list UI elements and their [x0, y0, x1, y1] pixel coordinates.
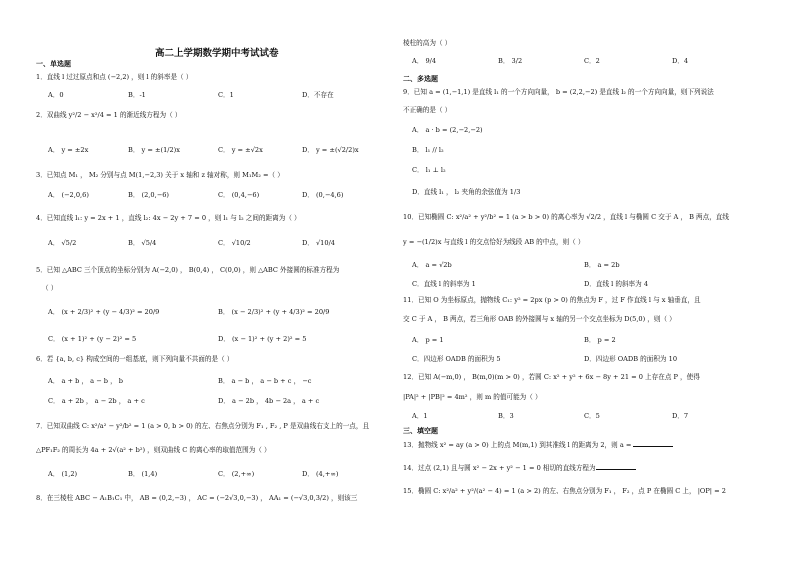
question-line [36, 111, 181, 119]
line-text: B． a = 2b [584, 261, 620, 269]
line-text: A． a + b ， a − b ， b [48, 377, 123, 385]
line-text: B． p = 2 [584, 336, 616, 344]
line-text: 15．椭圆 C: x²/a² + y²/(a² − 4) = 1 (a > 2) 的左、右焦点分别为 F₁ ， F₂ ，点 P 在椭圆 C 上， |OP| = 2 [403, 487, 726, 495]
question-line [218, 91, 234, 99]
line-text: A． (1,2) [48, 470, 78, 478]
line-text: B． 3/2 [498, 57, 523, 65]
question-line [584, 355, 677, 363]
question-line [218, 335, 306, 343]
question-line [42, 284, 57, 292]
question-line [403, 463, 636, 472]
line-text: A． (−2,0,6) [48, 191, 89, 199]
line-text: A．0 [48, 91, 64, 99]
line-text: D． (x − 1)² + (y + 2)² = 5 [218, 335, 307, 343]
question-line [403, 440, 673, 449]
question-line [403, 373, 700, 381]
question-line [412, 57, 436, 65]
line-text: 11．已知 O 为坐标原点，抛物线 C₁: y² = 2px (p > 0) 的焦点为 F ，过 F 作直线 l 与 x 轴垂直，且 [403, 296, 701, 304]
question-line [584, 412, 600, 420]
question-line [412, 166, 446, 174]
question-line [36, 422, 369, 430]
question-line [584, 280, 648, 288]
question-line [403, 213, 729, 221]
line-text: B． y = ±(1/2)x [128, 146, 180, 154]
line-text: （ ） [42, 284, 58, 292]
line-text: A．1 [412, 412, 428, 420]
line-text: C． (x + 1)² + (y − 2)² = 5 [48, 335, 137, 343]
answer-blank[interactable] [596, 463, 636, 470]
line-text: B． l₁ // l₂ [412, 146, 444, 154]
question-line [412, 412, 428, 420]
question-line [48, 377, 123, 385]
line-text: C． (0,4,−6) [218, 191, 260, 199]
line-text: 13．抛物线 x² = ay (a > 0) 上的点 M(m,1) 到其准线 l 的距离为 2，则 a = [403, 441, 634, 449]
line-text: B． (x − 2/3)² + (y + 4/3)² = 20/9 [218, 308, 330, 316]
question-line [302, 191, 343, 199]
question-line [48, 91, 64, 99]
line-text: C．2 [584, 57, 600, 65]
question-line [412, 355, 501, 363]
line-text: D．4 [672, 57, 689, 65]
question-line [218, 377, 311, 385]
line-text: 10．已知椭圆 C: x²/a² + y²/b² = 1 (a > b > 0) 的离心率为 √2/2 ，直线 l 与椭圆 C 交于 A ， B 两点，直线 [403, 213, 729, 221]
question-line [672, 57, 688, 65]
line-text: 交 C 于 A ， B 两点，若三角形 OAB 的外接圆与 x 轴的另一个交点坐标为 D(5,0) ，则（ ） [403, 315, 676, 323]
line-text: A． y = ±2x [48, 146, 89, 154]
section-heading [36, 59, 71, 69]
line-text: D． y = ±(√2/2)x [302, 146, 359, 154]
question-line [302, 470, 338, 478]
question-line [48, 308, 159, 316]
question-line [302, 91, 334, 99]
line-text: 1．直线 l 过过原点和点 (−2,2) ，则 l 的斜率是（ ） [36, 73, 193, 81]
line-text: A． a = √2b [412, 261, 452, 269]
question-line [584, 336, 616, 344]
question-line [218, 191, 259, 199]
question-line [48, 335, 136, 343]
line-text: B． √5/4 [128, 239, 157, 247]
question-line [403, 88, 714, 96]
question-line [36, 214, 301, 222]
question-line [584, 261, 620, 269]
answer-blank[interactable] [633, 440, 673, 447]
line-text: A． a · b = (2,−2,−2) [412, 126, 483, 134]
question-line [48, 146, 88, 154]
line-text: C． (2,+∞) [218, 470, 255, 478]
line-text: 二、多选题 [403, 75, 438, 83]
line-text: 一、单选题 [36, 60, 71, 68]
line-text: 12．已知 A(−m,0) ， B(m,0)(m > 0) ，若圆 C: x² + y² + 6x − 8y + 21 = 0 上存在点 P ，使得 [403, 373, 700, 381]
line-text: D． (0,−4,6) [302, 191, 344, 199]
line-text: B． (2,0,−6) [128, 191, 169, 199]
question-line [36, 73, 192, 81]
line-text: 14．过点 (2,1) 且与圆 x² − 2x + y² − 1 = 0 相切的直线方程为 [403, 464, 596, 472]
question-line [48, 397, 145, 405]
line-text: D．不存在 [302, 91, 334, 99]
question-line [403, 393, 542, 401]
question-line [412, 188, 520, 196]
line-text: 9．已知 a = (1,−1,1) 是直线 l₁ 的一个方向向量， b = (2,2,−2) 是直线 l₂ 的一个方向向量，则下列说法 [403, 88, 714, 96]
line-text: D． √10/4 [302, 239, 335, 247]
question-line [403, 487, 726, 495]
line-text: D．四边形 OADB 的面积为 10 [584, 355, 678, 363]
question-line [584, 57, 600, 65]
question-line [498, 57, 522, 65]
line-text: 8．在三棱柱 ABC − A₁B₁C₁ 中， AB = (0,2,−3) ， AC = (−2√3,0,−3) ， AA₁ = (−√3,0,3/2) ，则该三 [36, 494, 358, 502]
question-line [412, 146, 444, 154]
line-text: C．直线 l 的斜率为 1 [412, 280, 476, 288]
line-text: 棱柱的高为（ ） [403, 39, 452, 47]
line-text: 三、填空题 [403, 427, 438, 435]
question-line [36, 355, 233, 363]
question-line [218, 470, 254, 478]
line-text: 2．双曲线 y²/2 − x²/4 = 1 的渐近线方程为（ ） [36, 111, 182, 119]
question-line [412, 336, 444, 344]
line-text: 不正确的是（ ） [403, 106, 452, 114]
line-text: B．3 [498, 412, 514, 420]
question-line [412, 280, 476, 288]
line-text: C．5 [584, 412, 600, 420]
line-text: C．四边形 OADB 的面积为 5 [412, 355, 501, 363]
question-line [128, 191, 169, 199]
section-heading [403, 426, 438, 436]
line-text: C． a + 2b ， a − 2b ， a + c [48, 397, 145, 405]
question-line [218, 308, 329, 316]
line-text: △PF₁F₂ 的周长为 4a + 2√(a² + b²) ，则双曲线 C 的离心率的取值范围为（ ） [36, 446, 271, 454]
line-text: A． 9/4 [412, 57, 437, 65]
question-line [128, 239, 156, 247]
line-text: 3．已知点 M₁ ， M₂ 分别与点 M(1,−2,3) 关于 x 轴和 z 轴对称，则 M₁M₂ =（ ） [36, 171, 284, 179]
question-line [403, 106, 451, 114]
question-line [128, 91, 146, 99]
question-line [48, 191, 89, 199]
question-line [403, 315, 676, 323]
question-line [36, 266, 339, 274]
line-text: B．-1 [128, 91, 146, 99]
line-text: D． (4,+∞) [302, 470, 339, 478]
question-line [302, 146, 359, 154]
question-line [128, 470, 157, 478]
line-text: 4．已知直线 l₁: y = 2x + 1 ，直线 l₂: 4x − 2y + 7 = 0 ，则 l₁ 与 l₂ 之间的距离为（ ） [36, 214, 301, 222]
line-text: 6．若 {a, b, c} 构成空间的一组基底，则下列向量不共面的是（ ） [36, 355, 234, 363]
line-text: A． p = 1 [412, 336, 444, 344]
line-text: 5．已知 △ABC 三个顶点的坐标分别为 A(−2,0) ， B(0,4) ， C(0,0) ，则 △ABC 外接圆的标准方程为 [36, 266, 340, 274]
question-line [48, 239, 76, 247]
question-line [36, 171, 284, 179]
line-text: D．7 [672, 412, 689, 420]
question-line [218, 239, 251, 247]
line-text: B． (1,4) [128, 470, 158, 478]
section-heading [403, 74, 438, 84]
line-text: 7．已知双曲线 C: x²/a² − y²/b² = 1 (a > 0, b > 0) 的左、右焦点分别为 F₁ , F₂ , P 是双曲线右支上的一点，且 [36, 422, 370, 430]
line-text: D．直线 l₁ ， l₂ 夹角的余弦值为 1/3 [412, 188, 521, 196]
question-line [48, 470, 77, 478]
line-text: D． a − 2b ， 4b − 2a ， a + c [218, 397, 320, 405]
question-line [128, 146, 180, 154]
line-text: |PA|² + |PB|² = 4m² ，则 m 的值可能为（ ） [403, 393, 542, 401]
line-text: C． l₁ ⊥ l₂ [412, 166, 446, 174]
line-text: B． a − b ， a − b + c ， −c [218, 377, 312, 385]
question-line [218, 146, 263, 154]
line-text: A． (x + 2/3)² + (y − 4/3)² = 20/9 [48, 308, 160, 316]
question-line [403, 238, 584, 246]
page-title: 高二上学期数学期中考试试卷 [155, 48, 279, 59]
question-line [403, 296, 701, 304]
question-line [412, 126, 483, 134]
line-text: C． √10/2 [218, 239, 251, 247]
line-text: D．直线 l 的斜率为 4 [584, 280, 649, 288]
question-line [403, 39, 451, 47]
line-text: C．1 [218, 91, 234, 99]
line-text: A． √5/2 [48, 239, 77, 247]
question-line [412, 261, 452, 269]
question-line [302, 239, 335, 247]
question-line [218, 397, 319, 405]
question-line [672, 412, 688, 420]
line-text: y = −(1/2)x 与直线 l 的交点恰好为线段 AB 的中点，则（ ） [403, 238, 585, 246]
line-text: C． y = ±√2x [218, 146, 263, 154]
question-line [498, 412, 514, 420]
question-line [36, 494, 357, 502]
question-line [36, 446, 271, 454]
